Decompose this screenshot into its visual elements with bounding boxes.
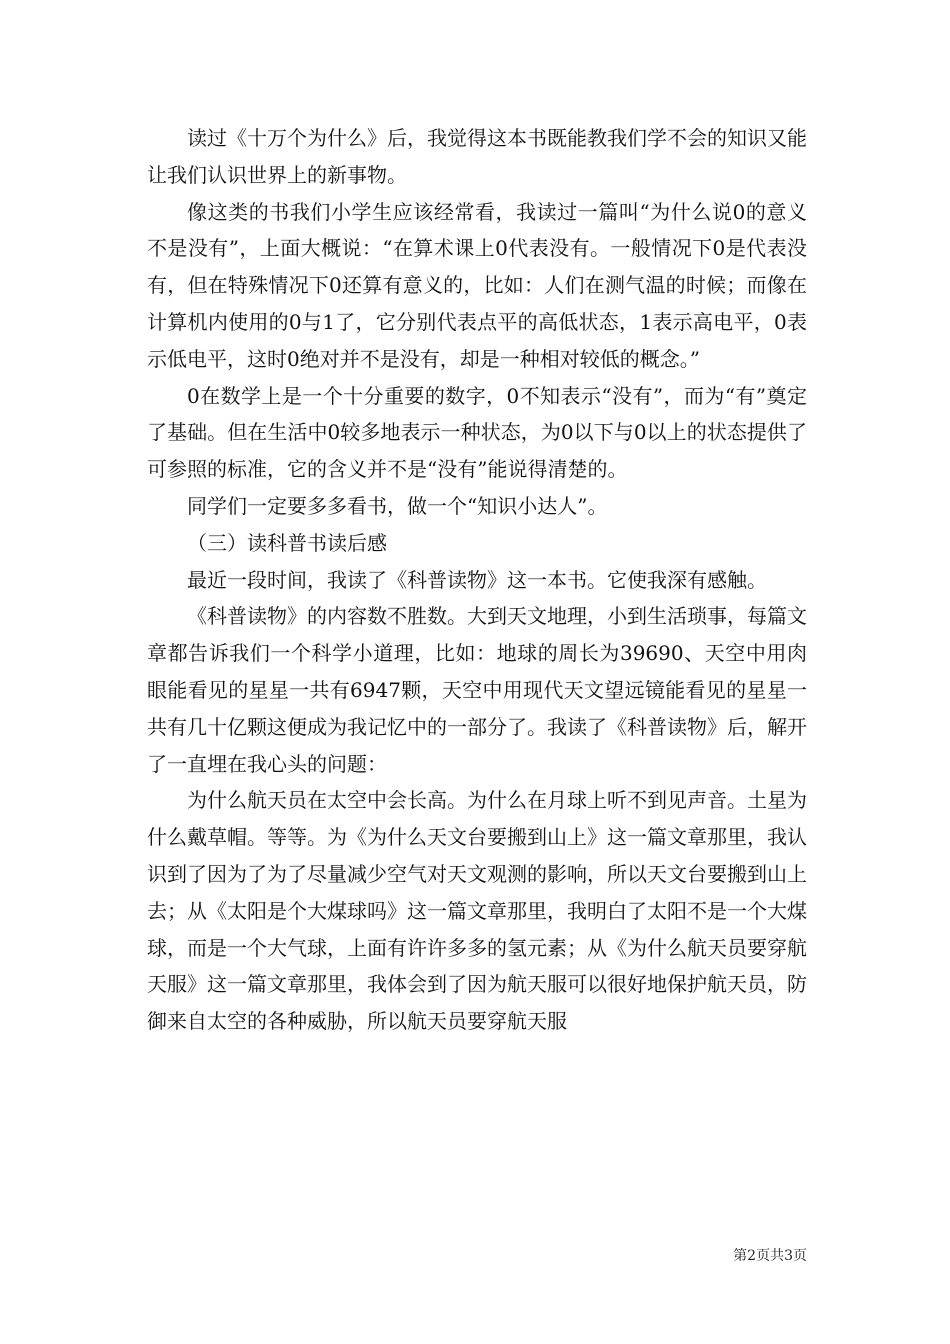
section-heading: （三）读科普书读后感 (187, 530, 387, 555)
paragraph-5: 最近一段时间，我读了《科普读物》这一本书。它使我深有感触。 (187, 567, 767, 592)
page-number-footer: 第2页共3页 (733, 1248, 807, 1264)
paragraph-2: 像这类的书我们小学生应该经常看，我读过一篇叫“为什么说0的意义不是没有”，上面大概说：“在算术课上0代表没有。一般情况下0是代表没有，但在特殊情况下0还算有意义的，比如：人们在测气温的时候；而像在计算机内使用的0与1了，它分别代表点平的高低状态，1表示高电平，0表示低电平，这时0绝对并不是没有，却是一种相对较低的概念。” (147, 199, 807, 371)
paragraph-1: 读过《十万个为什么》后，我觉得这本书既能教我们学不会的知识又能让我们认识世界上的新事物。 (147, 126, 807, 187)
paragraph-4: 同学们一定要多多看书，做一个“知识小达人”。 (187, 493, 608, 518)
document-body (147, 120, 807, 1040)
paragraph-7: 为什么航天员在太空中会长高。为什么在月球上听不到见声音。土星为什么戴草帽。等等。为《为什么天文台要搬到山上》这一篇文章那里，我认识到了因为了为了尽量减少空气对天文观测的影响，所以天文台要搬到山上去；从《太阳是个大煤球吗》这一篇文章那里，我明白了太阳不是一个大煤球，而是一个大气球，上面有许许多多的氢元素；从《为什么航天员要穿航天服》这一篇文章那里，我体会到了因为航天服可以很好地保护航天员，防御来自太空的各种威胁，所以航天员要穿航天服 (147, 788, 807, 1034)
paragraph-3: 0在数学上是一个十分重要的数字，0不知表示“没有”，而为“有”奠定了基础。但在生活中0较多地表示一种状态，为0以下与0以上的状态提供了可参照的标准，它的含义并不是“没有”能说得清楚的。 (147, 383, 807, 482)
paragraph-6: 《科普读物》的内容数不胜数。大到天文地理，小到生活琐事，每篇文章都告诉我们一个科学小道理，比如：地球的周长为39690、天空中用肉眼能看见的星星一共有6947颗，天空中用现代天文望远镜能看见的星星一共有几十亿颗这便成为我记忆中的一部分了。我读了《科普读物》后，解开了一直埋在我心头的问题： (147, 604, 807, 776)
